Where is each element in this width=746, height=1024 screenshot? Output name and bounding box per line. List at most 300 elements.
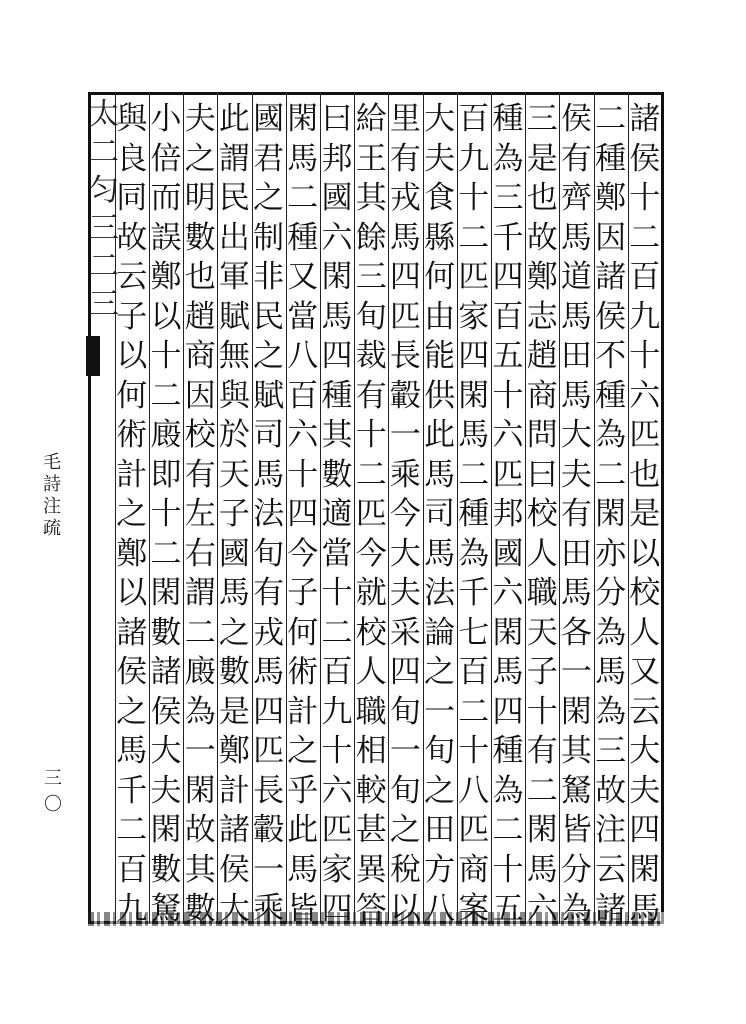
text-char: 六 bbox=[526, 891, 558, 927]
text-char: 乎 bbox=[287, 772, 319, 809]
text-char: 千 bbox=[116, 772, 148, 809]
text-char: 侯 bbox=[150, 693, 182, 730]
text-char: 匹 bbox=[253, 733, 285, 769]
text-char: 七 bbox=[458, 614, 490, 651]
text-char: 馬 bbox=[560, 377, 592, 414]
text-char: 為 bbox=[595, 693, 627, 730]
text-char: 餘 bbox=[355, 219, 387, 256]
column-rule bbox=[115, 92, 116, 924]
text-char: 賦 bbox=[253, 377, 285, 414]
text-char: 其 bbox=[560, 733, 592, 769]
text-char: 二 bbox=[629, 219, 661, 256]
text-char: 三 bbox=[526, 101, 558, 137]
text-char: 鄭 bbox=[526, 259, 558, 295]
text-char: 戎 bbox=[389, 180, 421, 216]
text-char: 曰 bbox=[321, 101, 353, 137]
text-char: 二 bbox=[458, 219, 490, 256]
text-char: 以 bbox=[116, 338, 148, 374]
text-char: 此 bbox=[218, 101, 250, 137]
text-char: 異 bbox=[355, 851, 387, 888]
text-char: 大 bbox=[218, 891, 250, 927]
text-char: 四 bbox=[458, 338, 490, 374]
text-char: 夫 bbox=[629, 772, 661, 809]
text-char: 計 bbox=[218, 772, 250, 809]
text-char: 九 bbox=[629, 298, 661, 335]
text-char: 六 bbox=[287, 417, 319, 453]
text-char: 里 bbox=[389, 101, 421, 137]
text-char: 諸 bbox=[150, 654, 182, 690]
text-char: 乘 bbox=[389, 456, 421, 493]
text-char: 曰 bbox=[526, 456, 558, 493]
text-char: 大 bbox=[560, 417, 592, 453]
text-char: 閑 bbox=[492, 614, 524, 651]
text-char: 匹 bbox=[458, 259, 490, 295]
text-char: 國 bbox=[321, 180, 353, 216]
text-char: 二 bbox=[150, 377, 182, 414]
text-char: 良 bbox=[116, 140, 148, 177]
text-char: 給 bbox=[355, 101, 387, 137]
text-char: 之 bbox=[116, 693, 148, 730]
text-char: 較 bbox=[355, 772, 387, 809]
text-char: 商 bbox=[184, 338, 216, 374]
text-char: 六 bbox=[629, 377, 661, 414]
text-char: 采 bbox=[389, 614, 421, 651]
text-char: 邦 bbox=[492, 496, 524, 532]
text-char: 長 bbox=[253, 772, 285, 809]
book-title-char: 毛 bbox=[43, 452, 61, 473]
text-char: 五 bbox=[492, 338, 524, 374]
text-char: 種 bbox=[321, 377, 353, 414]
text-char: 今 bbox=[287, 535, 319, 572]
text-char: 閑 bbox=[526, 812, 558, 848]
text-char: 夫 bbox=[184, 101, 216, 137]
text-char: 謂 bbox=[184, 575, 216, 611]
text-char: 稅 bbox=[389, 851, 421, 888]
text-char: 四 bbox=[492, 693, 524, 730]
text-char: 故 bbox=[595, 772, 627, 809]
text-char: 閑 bbox=[321, 259, 353, 295]
text-char: 又 bbox=[287, 259, 319, 295]
text-char: 鄭 bbox=[218, 733, 250, 769]
text-char: 種 bbox=[492, 733, 524, 769]
text-char: 有 bbox=[560, 140, 592, 177]
text-char: 諸 bbox=[595, 259, 627, 295]
text-char: 今 bbox=[389, 496, 421, 532]
text-char: 十 bbox=[321, 575, 353, 611]
text-char: 馬 bbox=[321, 298, 353, 335]
text-char: 術 bbox=[116, 417, 148, 453]
text-char: 案 bbox=[458, 891, 490, 927]
text-char: 轂 bbox=[253, 812, 285, 848]
margin-header-char: 太 bbox=[89, 97, 119, 132]
text-char: 同 bbox=[116, 180, 148, 216]
text-char: 旬 bbox=[389, 772, 421, 809]
text-char: 人 bbox=[629, 614, 661, 651]
text-char: 馬 bbox=[560, 219, 592, 256]
text-char: 旬 bbox=[253, 535, 285, 572]
text-char: 校 bbox=[355, 614, 387, 651]
text-char: 四 bbox=[492, 259, 524, 295]
text-char: 人 bbox=[355, 654, 387, 690]
text-char: 大 bbox=[629, 733, 661, 769]
text-char: 二 bbox=[321, 614, 353, 651]
text-char: 其 bbox=[321, 417, 353, 453]
text-char: 閑 bbox=[150, 575, 182, 611]
text-char: 十 bbox=[492, 851, 524, 888]
text-char: 就 bbox=[355, 575, 387, 611]
text-char: 商 bbox=[458, 851, 490, 888]
text-char: 閑 bbox=[629, 851, 661, 888]
text-char: 之 bbox=[184, 140, 216, 177]
text-char: 二 bbox=[458, 693, 490, 730]
text-char: 二 bbox=[595, 101, 627, 137]
text-char: 匹 bbox=[492, 456, 524, 493]
text-char: 分 bbox=[595, 575, 627, 611]
text-char: 閑 bbox=[287, 101, 319, 137]
text-char: 軍 bbox=[218, 259, 250, 295]
text-char: 誤 bbox=[150, 219, 182, 256]
text-char: 以 bbox=[150, 298, 182, 335]
text-char: 數 bbox=[218, 654, 250, 690]
text-char: 旬 bbox=[389, 693, 421, 730]
text-char: 百 bbox=[458, 654, 490, 690]
text-char: 制 bbox=[253, 219, 285, 256]
text-char: 數 bbox=[321, 456, 353, 493]
text-char: 縣 bbox=[424, 219, 456, 256]
text-char: 倍 bbox=[150, 140, 182, 177]
text-char: 田 bbox=[560, 535, 592, 572]
text-char: 閑 bbox=[560, 693, 592, 730]
text-char: 校 bbox=[629, 575, 661, 611]
text-char: 一 bbox=[184, 733, 216, 769]
text-char: 馬 bbox=[492, 654, 524, 690]
text-char: 百 bbox=[321, 654, 353, 690]
text-char: 閑 bbox=[184, 772, 216, 809]
text-char: 法 bbox=[253, 496, 285, 532]
text-char: 夫 bbox=[560, 456, 592, 493]
text-char: 其 bbox=[355, 180, 387, 216]
text-char: 馬 bbox=[287, 140, 319, 177]
text-char: 之 bbox=[116, 496, 148, 532]
text-char: 馬 bbox=[560, 575, 592, 611]
book-title-char: 疏 bbox=[43, 518, 61, 539]
text-char: 有 bbox=[560, 496, 592, 532]
text-char: 君 bbox=[253, 140, 285, 177]
text-char: 駑 bbox=[150, 891, 182, 927]
text-char: 無 bbox=[218, 338, 250, 374]
text-char: 數 bbox=[184, 891, 216, 927]
text-char: 趙 bbox=[526, 338, 558, 374]
text-char: 之 bbox=[253, 180, 285, 216]
text-char: 十 bbox=[355, 417, 387, 453]
text-char: 方 bbox=[424, 851, 456, 888]
text-char: 鄭 bbox=[595, 180, 627, 216]
text-char: 四 bbox=[389, 654, 421, 690]
text-char: 於 bbox=[218, 417, 250, 453]
text-char: 馬 bbox=[560, 298, 592, 335]
text-char: 賦 bbox=[218, 298, 250, 335]
text-char: 二 bbox=[526, 772, 558, 809]
text-char: 六 bbox=[321, 772, 353, 809]
text-char: 三 bbox=[595, 733, 627, 769]
text-char: 由 bbox=[424, 298, 456, 335]
text-char: 甚 bbox=[355, 812, 387, 848]
text-char: 四 bbox=[389, 259, 421, 295]
text-char: 適 bbox=[321, 496, 353, 532]
text-char: 何 bbox=[116, 377, 148, 414]
text-char: 子 bbox=[218, 496, 250, 532]
book-title-char: 詩 bbox=[43, 474, 61, 495]
text-char: 種 bbox=[287, 219, 319, 256]
text-char: 家 bbox=[321, 851, 353, 888]
text-char: 馬 bbox=[253, 654, 285, 690]
text-char: 旬 bbox=[424, 733, 456, 769]
text-char: 民 bbox=[218, 180, 250, 216]
text-char: 田 bbox=[560, 338, 592, 374]
margin-header-char: 二 bbox=[89, 249, 119, 284]
text-char: 各 bbox=[560, 614, 592, 651]
text-char: 百 bbox=[287, 377, 319, 414]
text-char: 明 bbox=[184, 180, 216, 216]
text-char: 十 bbox=[150, 496, 182, 532]
text-char: 也 bbox=[629, 456, 661, 493]
text-char: 二 bbox=[458, 456, 490, 493]
text-char: 子 bbox=[116, 298, 148, 335]
text-char: 之 bbox=[253, 338, 285, 374]
text-char: 乘 bbox=[253, 891, 285, 927]
text-char: 大 bbox=[424, 101, 456, 137]
text-char: 齊 bbox=[560, 180, 592, 216]
text-char: 因 bbox=[595, 219, 627, 256]
text-char: 王 bbox=[355, 140, 387, 177]
text-char: 馬 bbox=[218, 575, 250, 611]
text-char: 廄 bbox=[150, 417, 182, 453]
text-char: 一 bbox=[560, 654, 592, 690]
text-char: 十 bbox=[629, 180, 661, 216]
text-char: 二 bbox=[595, 456, 627, 493]
text-char: 數 bbox=[150, 851, 182, 888]
text-char: 十 bbox=[526, 693, 558, 730]
text-char: 一 bbox=[253, 851, 285, 888]
text-char: 此 bbox=[424, 417, 456, 453]
text-char: 一 bbox=[389, 733, 421, 769]
text-column bbox=[110, 100, 154, 930]
text-char: 種 bbox=[458, 496, 490, 532]
text-char: 有 bbox=[389, 140, 421, 177]
text-char: 田 bbox=[424, 812, 456, 848]
text-char: 二 bbox=[116, 812, 148, 848]
text-char: 侯 bbox=[560, 101, 592, 137]
text-char: 此 bbox=[287, 812, 319, 848]
text-char: 道 bbox=[560, 259, 592, 295]
text-char: 種 bbox=[492, 101, 524, 137]
text-char: 八 bbox=[458, 772, 490, 809]
text-char: 云 bbox=[595, 851, 627, 888]
text-char: 與 bbox=[116, 101, 148, 137]
text-char: 馬 bbox=[424, 456, 456, 493]
text-char: 以 bbox=[116, 575, 148, 611]
text-char: 計 bbox=[116, 456, 148, 493]
text-char: 商 bbox=[526, 377, 558, 414]
text-char: 諸 bbox=[218, 812, 250, 848]
text-char: 也 bbox=[184, 259, 216, 295]
text-char: 九 bbox=[321, 693, 353, 730]
text-char: 校 bbox=[184, 417, 216, 453]
text-char: 為 bbox=[492, 772, 524, 809]
text-char: 子 bbox=[526, 654, 558, 690]
text-char: 五 bbox=[492, 891, 524, 927]
text-char: 馬 bbox=[253, 456, 285, 493]
text-char: 為 bbox=[595, 614, 627, 651]
text-char: 為 bbox=[560, 891, 592, 927]
text-char: 是 bbox=[218, 693, 250, 730]
text-char: 六 bbox=[492, 417, 524, 453]
text-char: 國 bbox=[218, 535, 250, 572]
text-char: 當 bbox=[287, 298, 319, 335]
text-char: 鄭 bbox=[150, 259, 182, 295]
text-char: 天 bbox=[526, 614, 558, 651]
text-char: 術 bbox=[287, 654, 319, 690]
text-char: 是 bbox=[526, 140, 558, 177]
text-char: 馬 bbox=[424, 535, 456, 572]
text-char: 侯 bbox=[595, 298, 627, 335]
text-char: 二 bbox=[150, 535, 182, 572]
text-char: 百 bbox=[492, 298, 524, 335]
text-char: 閑 bbox=[150, 812, 182, 848]
text-char: 供 bbox=[424, 377, 456, 414]
text-char: 侯 bbox=[116, 654, 148, 690]
page-number: 三〇 bbox=[44, 768, 62, 815]
text-char: 大 bbox=[150, 733, 182, 769]
text-char: 數 bbox=[150, 614, 182, 651]
text-char: 有 bbox=[184, 456, 216, 493]
text-char: 相 bbox=[355, 733, 387, 769]
text-char: 閑 bbox=[595, 496, 627, 532]
text-char: 謂 bbox=[218, 140, 250, 177]
text-char: 千 bbox=[458, 575, 490, 611]
text-char: 侯 bbox=[218, 851, 250, 888]
text-char: 天 bbox=[218, 456, 250, 493]
text-char: 閑 bbox=[458, 377, 490, 414]
text-char: 八 bbox=[287, 338, 319, 374]
text-char: 云 bbox=[629, 693, 661, 730]
text-char: 問 bbox=[526, 417, 558, 453]
text-char: 不 bbox=[595, 338, 627, 374]
text-char: 法 bbox=[424, 575, 456, 611]
text-char: 之 bbox=[424, 654, 456, 690]
text-char: 云 bbox=[116, 259, 148, 295]
text-char: 為 bbox=[595, 417, 627, 453]
text-char: 一 bbox=[389, 417, 421, 453]
text-char: 諸 bbox=[116, 614, 148, 651]
text-char: 二 bbox=[287, 180, 319, 216]
text-char: 馬 bbox=[526, 851, 558, 888]
text-char: 計 bbox=[287, 693, 319, 730]
text-char: 左 bbox=[184, 496, 216, 532]
text-char: 是 bbox=[629, 496, 661, 532]
text-char: 為 bbox=[184, 693, 216, 730]
text-char: 匹 bbox=[389, 298, 421, 335]
text-char: 答 bbox=[355, 891, 387, 927]
text-char: 二 bbox=[355, 456, 387, 493]
text-char: 之 bbox=[218, 614, 250, 651]
text-char: 裁 bbox=[355, 338, 387, 374]
text-char: 三 bbox=[492, 180, 524, 216]
margin-header-char: 三 bbox=[89, 287, 119, 322]
text-char: 四 bbox=[629, 812, 661, 848]
text-char: 九 bbox=[458, 140, 490, 177]
text-char: 鄭 bbox=[116, 535, 148, 572]
fish-tail-mark-icon bbox=[86, 336, 100, 376]
text-char: 四 bbox=[287, 496, 319, 532]
text-char: 因 bbox=[184, 377, 216, 414]
text-char: 數 bbox=[184, 219, 216, 256]
text-char: 何 bbox=[424, 259, 456, 295]
text-char: 六 bbox=[492, 575, 524, 611]
text-char: 之 bbox=[389, 812, 421, 848]
text-char: 夫 bbox=[150, 772, 182, 809]
text-char: 能 bbox=[424, 338, 456, 374]
text-char: 百 bbox=[629, 259, 661, 295]
text-char: 諸 bbox=[629, 101, 661, 137]
text-char: 六 bbox=[321, 219, 353, 256]
text-char: 之 bbox=[424, 772, 456, 809]
text-char: 志 bbox=[526, 298, 558, 335]
margin-header-char: 匀 bbox=[89, 173, 119, 208]
text-char: 分 bbox=[560, 851, 592, 888]
text-char: 長 bbox=[389, 338, 421, 374]
text-char: 種 bbox=[595, 377, 627, 414]
text-char: 故 bbox=[184, 812, 216, 848]
text-char: 十 bbox=[458, 733, 490, 769]
text-char: 一 bbox=[424, 693, 456, 730]
text-char: 皆 bbox=[287, 891, 319, 927]
text-char: 為 bbox=[492, 140, 524, 177]
text-char: 子 bbox=[287, 575, 319, 611]
text-char: 邦 bbox=[321, 140, 353, 177]
text-char: 非 bbox=[253, 259, 285, 295]
text-char: 三 bbox=[355, 259, 387, 295]
text-char: 與 bbox=[218, 377, 250, 414]
text-char: 亦 bbox=[595, 535, 627, 572]
text-char: 注 bbox=[595, 812, 627, 848]
text-char: 戎 bbox=[253, 614, 285, 651]
text-char: 馬 bbox=[458, 417, 490, 453]
text-char: 二 bbox=[492, 812, 524, 848]
text-char: 何 bbox=[287, 614, 319, 651]
book-title-label bbox=[40, 452, 64, 540]
margin-header-char: 二 bbox=[89, 135, 119, 170]
text-char: 右 bbox=[184, 535, 216, 572]
text-char: 匹 bbox=[629, 417, 661, 453]
text-char: 八 bbox=[424, 891, 456, 927]
text-char: 馬 bbox=[287, 851, 319, 888]
text-char: 百 bbox=[116, 851, 148, 888]
text-char: 家 bbox=[458, 298, 490, 335]
text-char: 十 bbox=[321, 733, 353, 769]
text-char: 故 bbox=[526, 219, 558, 256]
text-char: 又 bbox=[629, 654, 661, 690]
text-char: 千 bbox=[492, 219, 524, 256]
text-char: 校 bbox=[526, 496, 558, 532]
text-char: 諸 bbox=[595, 891, 627, 927]
text-char: 十 bbox=[287, 456, 319, 493]
text-char: 小 bbox=[150, 101, 182, 137]
text-char: 即 bbox=[150, 456, 182, 493]
text-char: 四 bbox=[253, 693, 285, 730]
text-char: 轂 bbox=[389, 377, 421, 414]
text-char: 故 bbox=[116, 219, 148, 256]
